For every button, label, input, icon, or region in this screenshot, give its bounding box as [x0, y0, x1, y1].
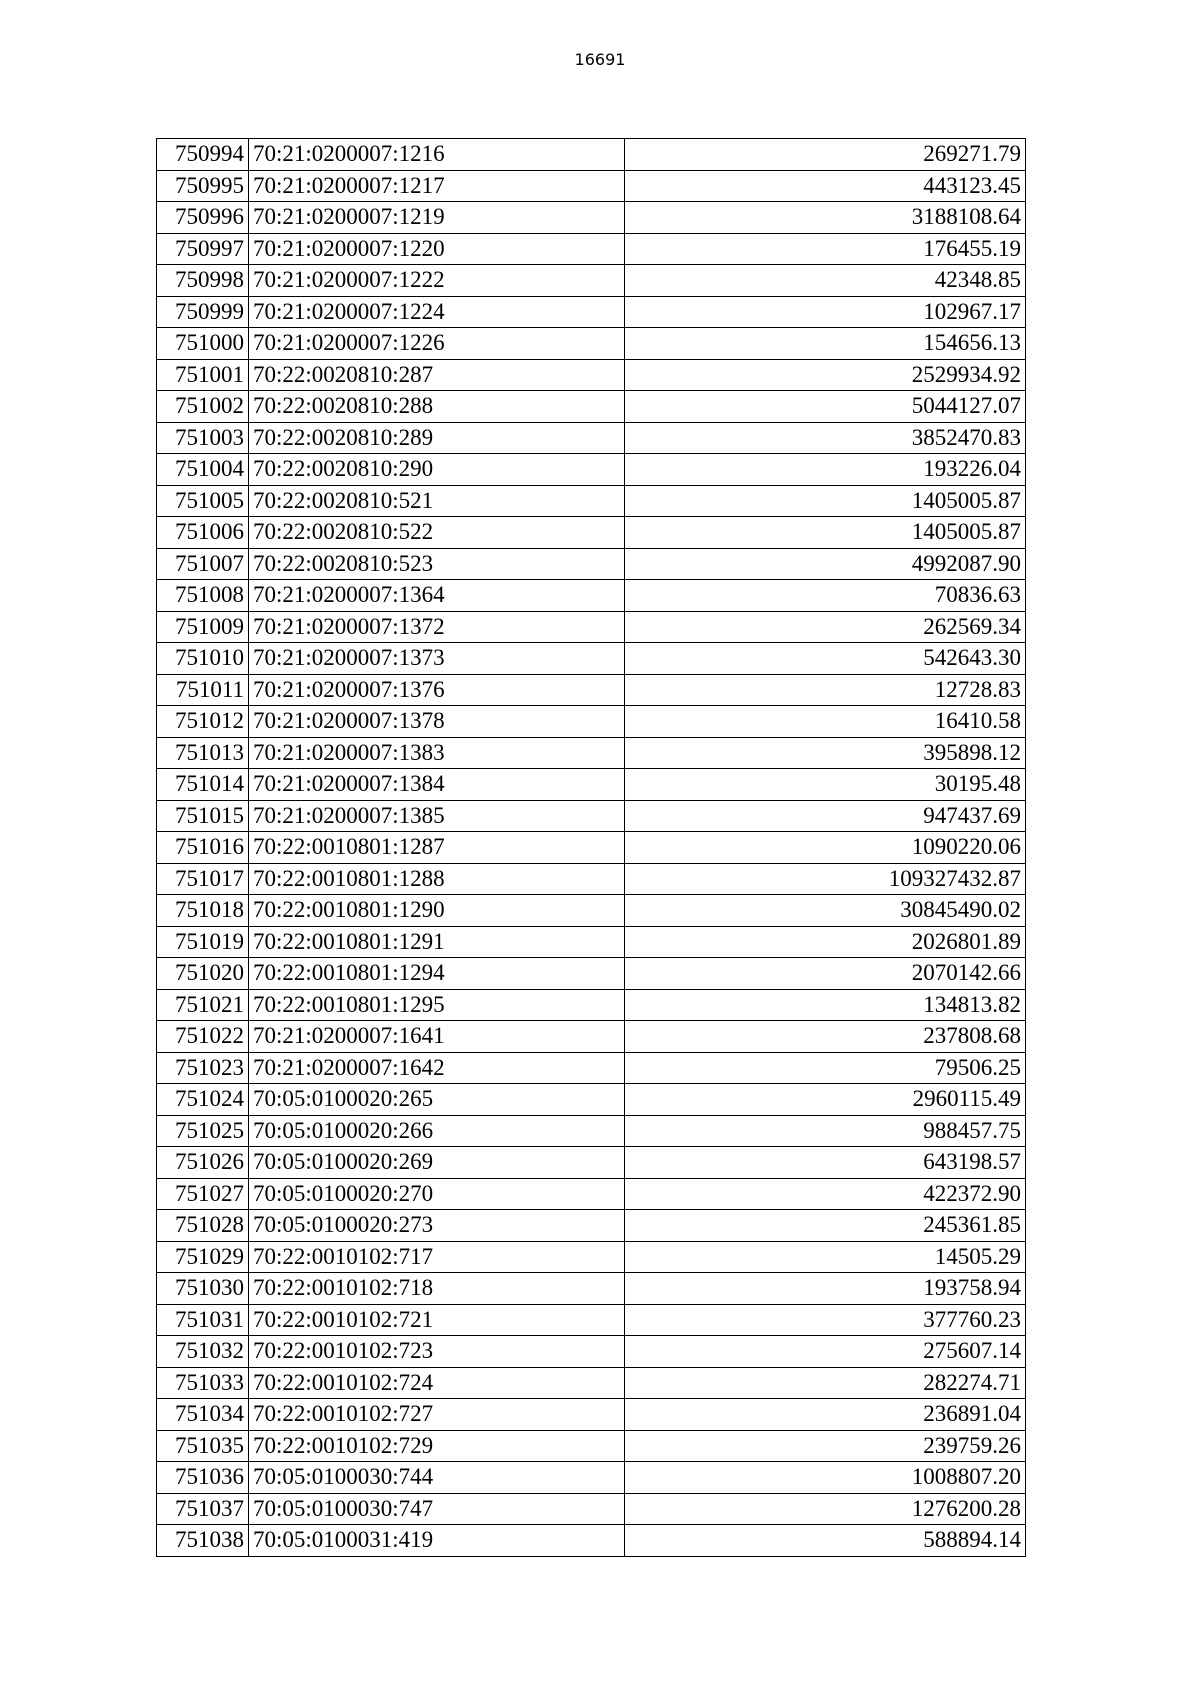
row-number-cell: 751005: [157, 485, 249, 517]
cadastral-value-cell: 643198.57: [625, 1147, 1026, 1179]
row-number-cell: 750997: [157, 233, 249, 265]
cadastral-value-cell: 262569.34: [625, 611, 1026, 643]
cadastral-value-cell: 422372.90: [625, 1178, 1026, 1210]
cadastral-value-cell: 275607.14: [625, 1336, 1026, 1368]
cadastral-value-cell: 947437.69: [625, 800, 1026, 832]
table-row: [157, 1147, 1026, 1179]
cadastral-value-cell: 79506.25: [625, 1052, 1026, 1084]
row-number-cell: 751022: [157, 1021, 249, 1053]
cadastral-value-cell: 2960115.49: [625, 1084, 1026, 1116]
table-row: [157, 265, 1026, 297]
table-row: [157, 674, 1026, 706]
cadastral-value-cell: 42348.85: [625, 265, 1026, 297]
cadastral-number-cell: 70:21:0200007:1385: [249, 800, 625, 832]
cadastral-number-cell: 70:22:0020810:287: [249, 359, 625, 391]
table-row: [157, 1178, 1026, 1210]
table-row: [157, 706, 1026, 738]
cadastral-number-cell: 70:22:0020810:523: [249, 548, 625, 580]
table-row: [157, 926, 1026, 958]
cadastral-value-cell: 1090220.06: [625, 832, 1026, 864]
cadastral-value-cell: 269271.79: [625, 139, 1026, 171]
cadastral-number-cell: 70:22:0020810:521: [249, 485, 625, 517]
table-row: [157, 1399, 1026, 1431]
cadastral-number-cell: 70:21:0200007:1216: [249, 139, 625, 171]
cadastral-number-cell: 70:05:0100020:269: [249, 1147, 625, 1179]
cadastral-number-cell: 70:22:0010102:723: [249, 1336, 625, 1368]
row-number-cell: 750999: [157, 296, 249, 328]
cadastral-number-cell: 70:22:0020810:290: [249, 454, 625, 486]
row-number-cell: 751003: [157, 422, 249, 454]
row-number-cell: 751012: [157, 706, 249, 738]
row-number-cell: 751029: [157, 1241, 249, 1273]
cadastral-number-cell: 70:21:0200007:1378: [249, 706, 625, 738]
table-row: [157, 737, 1026, 769]
row-number-cell: 751000: [157, 328, 249, 360]
cadastral-value-cell: 102967.17: [625, 296, 1026, 328]
cadastral-value-cell: 443123.45: [625, 170, 1026, 202]
cadastral-value-cell: 193226.04: [625, 454, 1026, 486]
cadastral-number-cell: 70:05:0100020:266: [249, 1115, 625, 1147]
row-number-cell: 751032: [157, 1336, 249, 1368]
table-row: [157, 454, 1026, 486]
cadastral-number-cell: 70:05:0100020:273: [249, 1210, 625, 1242]
table-row: [157, 485, 1026, 517]
row-number-cell: 751023: [157, 1052, 249, 1084]
cadastral-number-cell: 70:22:0010102:721: [249, 1304, 625, 1336]
cadastral-number-cell: 70:05:0100030:747: [249, 1493, 625, 1525]
row-number-cell: 751035: [157, 1430, 249, 1462]
row-number-cell: 751002: [157, 391, 249, 423]
cadastral-value-cell: 542643.30: [625, 643, 1026, 675]
row-number-cell: 751037: [157, 1493, 249, 1525]
row-number-cell: 751011: [157, 674, 249, 706]
row-number-cell: 751013: [157, 737, 249, 769]
cadastral-number-cell: 70:21:0200007:1219: [249, 202, 625, 234]
row-number-cell: 751014: [157, 769, 249, 801]
row-number-cell: 751008: [157, 580, 249, 612]
table-row: [157, 1021, 1026, 1053]
cadastral-value-cell: 16410.58: [625, 706, 1026, 738]
cadastral-value-cell: 4992087.90: [625, 548, 1026, 580]
cadastral-value-cell: 377760.23: [625, 1304, 1026, 1336]
table-row: [157, 359, 1026, 391]
cadastral-value-cell: 12728.83: [625, 674, 1026, 706]
cadastral-number-cell: 70:21:0200007:1222: [249, 265, 625, 297]
table-row: [157, 1336, 1026, 1368]
cadastral-value-cell: 30845490.02: [625, 895, 1026, 927]
table-row: [157, 548, 1026, 580]
cadastral-value-cell: 2070142.66: [625, 958, 1026, 990]
cadastral-number-cell: 70:22:0010801:1294: [249, 958, 625, 990]
cadastral-value-cell: 282274.71: [625, 1367, 1026, 1399]
cadastral-number-cell: 70:22:0010801:1295: [249, 989, 625, 1021]
table-row: [157, 1241, 1026, 1273]
cadastral-value-cell: 1405005.87: [625, 517, 1026, 549]
page-number: 16691: [574, 50, 626, 69]
row-number-cell: 751038: [157, 1525, 249, 1557]
cadastral-value-cell: 395898.12: [625, 737, 1026, 769]
cadastral-number-cell: 70:22:0020810:522: [249, 517, 625, 549]
cadastral-value-cell: 154656.13: [625, 328, 1026, 360]
row-number-cell: 751024: [157, 1084, 249, 1116]
table-row: [157, 832, 1026, 864]
cadastral-number-cell: 70:22:0010801:1290: [249, 895, 625, 927]
table-row: [157, 1304, 1026, 1336]
row-number-cell: 751015: [157, 800, 249, 832]
table-row: [157, 139, 1026, 171]
cadastral-number-cell: 70:05:0100030:744: [249, 1462, 625, 1494]
table-body: [157, 139, 1026, 1557]
cadastral-value-cell: 176455.19: [625, 233, 1026, 265]
table-row: [157, 1084, 1026, 1116]
cadastral-value-cell: 30195.48: [625, 769, 1026, 801]
cadastral-value-cell: 1008807.20: [625, 1462, 1026, 1494]
cadastral-number-cell: 70:22:0010801:1287: [249, 832, 625, 864]
row-number-cell: 751033: [157, 1367, 249, 1399]
table-row: [157, 170, 1026, 202]
cadastral-number-cell: 70:21:0200007:1220: [249, 233, 625, 265]
row-number-cell: 751018: [157, 895, 249, 927]
cadastral-value-cell: 5044127.07: [625, 391, 1026, 423]
cadastral-value-cell: 236891.04: [625, 1399, 1026, 1431]
cadastral-value-cell: 2529934.92: [625, 359, 1026, 391]
cadastral-number-cell: 70:22:0010102:727: [249, 1399, 625, 1431]
table-row: [157, 895, 1026, 927]
table-row: [157, 1493, 1026, 1525]
table-row: [157, 769, 1026, 801]
row-number-cell: 751010: [157, 643, 249, 675]
row-number-cell: 751036: [157, 1462, 249, 1494]
row-number-cell: 751004: [157, 454, 249, 486]
table-row: [157, 1115, 1026, 1147]
cadastral-value-cell: 237808.68: [625, 1021, 1026, 1053]
cadastral-value-cell: 3852470.83: [625, 422, 1026, 454]
table-row: [157, 517, 1026, 549]
row-number-cell: 751006: [157, 517, 249, 549]
cadastral-value-cell: 70836.63: [625, 580, 1026, 612]
table-row: [157, 296, 1026, 328]
cadastral-value-cell: 1276200.28: [625, 1493, 1026, 1525]
cadastral-number-cell: 70:21:0200007:1384: [249, 769, 625, 801]
cadastral-value-cell: 988457.75: [625, 1115, 1026, 1147]
cadastral-value-cell: 2026801.89: [625, 926, 1026, 958]
table-row: [157, 1367, 1026, 1399]
row-number-cell: 751027: [157, 1178, 249, 1210]
cadastral-value-cell: 14505.29: [625, 1241, 1026, 1273]
table-row: [157, 958, 1026, 990]
cadastral-number-cell: 70:22:0010801:1288: [249, 863, 625, 895]
cadastral-number-cell: 70:22:0010102:724: [249, 1367, 625, 1399]
cadastral-value-table: [156, 138, 1026, 1557]
cadastral-number-cell: 70:22:0010102:717: [249, 1241, 625, 1273]
cadastral-number-cell: 70:21:0200007:1373: [249, 643, 625, 675]
table-row: [157, 863, 1026, 895]
cadastral-number-cell: 70:05:0100031:419: [249, 1525, 625, 1557]
row-number-cell: 751028: [157, 1210, 249, 1242]
cadastral-number-cell: 70:05:0100020:265: [249, 1084, 625, 1116]
row-number-cell: 751001: [157, 359, 249, 391]
cadastral-number-cell: 70:21:0200007:1641: [249, 1021, 625, 1053]
cadastral-number-cell: 70:21:0200007:1364: [249, 580, 625, 612]
table-row: [157, 800, 1026, 832]
row-number-cell: 751031: [157, 1304, 249, 1336]
row-number-cell: 751030: [157, 1273, 249, 1305]
cadastral-number-cell: 70:21:0200007:1224: [249, 296, 625, 328]
cadastral-value-cell: 588894.14: [625, 1525, 1026, 1557]
cadastral-number-cell: 70:05:0100020:270: [249, 1178, 625, 1210]
table-row: [157, 422, 1026, 454]
table-row: [157, 1210, 1026, 1242]
cadastral-value-cell: 3188108.64: [625, 202, 1026, 234]
table-row: [157, 328, 1026, 360]
row-number-cell: 750998: [157, 265, 249, 297]
cadastral-number-cell: 70:21:0200007:1376: [249, 674, 625, 706]
row-number-cell: 751025: [157, 1115, 249, 1147]
row-number-cell: 751017: [157, 863, 249, 895]
table-row: [157, 1052, 1026, 1084]
row-number-cell: 750996: [157, 202, 249, 234]
table-row: [157, 202, 1026, 234]
table-row: [157, 1273, 1026, 1305]
cadastral-number-cell: 70:21:0200007:1383: [249, 737, 625, 769]
table-row: [157, 1525, 1026, 1557]
row-number-cell: 750994: [157, 139, 249, 171]
cadastral-value-cell: 245361.85: [625, 1210, 1026, 1242]
cadastral-value-cell: 193758.94: [625, 1273, 1026, 1305]
row-number-cell: 751034: [157, 1399, 249, 1431]
cadastral-number-cell: 70:22:0020810:288: [249, 391, 625, 423]
cadastral-value-cell: 239759.26: [625, 1430, 1026, 1462]
table-row: [157, 611, 1026, 643]
cadastral-number-cell: 70:22:0010801:1291: [249, 926, 625, 958]
cadastral-value-cell: 1405005.87: [625, 485, 1026, 517]
row-number-cell: 751007: [157, 548, 249, 580]
table-row: [157, 643, 1026, 675]
cadastral-number-cell: 70:22:0010102:718: [249, 1273, 625, 1305]
row-number-cell: 751020: [157, 958, 249, 990]
cadastral-number-cell: 70:21:0200007:1217: [249, 170, 625, 202]
cadastral-value-cell: 109327432.87: [625, 863, 1026, 895]
cadastral-value-cell: 134813.82: [625, 989, 1026, 1021]
table-row: [157, 580, 1026, 612]
row-number-cell: 750995: [157, 170, 249, 202]
cadastral-number-cell: 70:21:0200007:1372: [249, 611, 625, 643]
table-row: [157, 989, 1026, 1021]
row-number-cell: 751021: [157, 989, 249, 1021]
row-number-cell: 751026: [157, 1147, 249, 1179]
table-row: [157, 233, 1026, 265]
table-row: [157, 391, 1026, 423]
table-row: [157, 1430, 1026, 1462]
cadastral-number-cell: 70:22:0010102:729: [249, 1430, 625, 1462]
cadastral-number-cell: 70:21:0200007:1642: [249, 1052, 625, 1084]
cadastral-number-cell: 70:21:0200007:1226: [249, 328, 625, 360]
cadastral-number-cell: 70:22:0020810:289: [249, 422, 625, 454]
row-number-cell: 751016: [157, 832, 249, 864]
row-number-cell: 751009: [157, 611, 249, 643]
row-number-cell: 751019: [157, 926, 249, 958]
table-row: [157, 1462, 1026, 1494]
